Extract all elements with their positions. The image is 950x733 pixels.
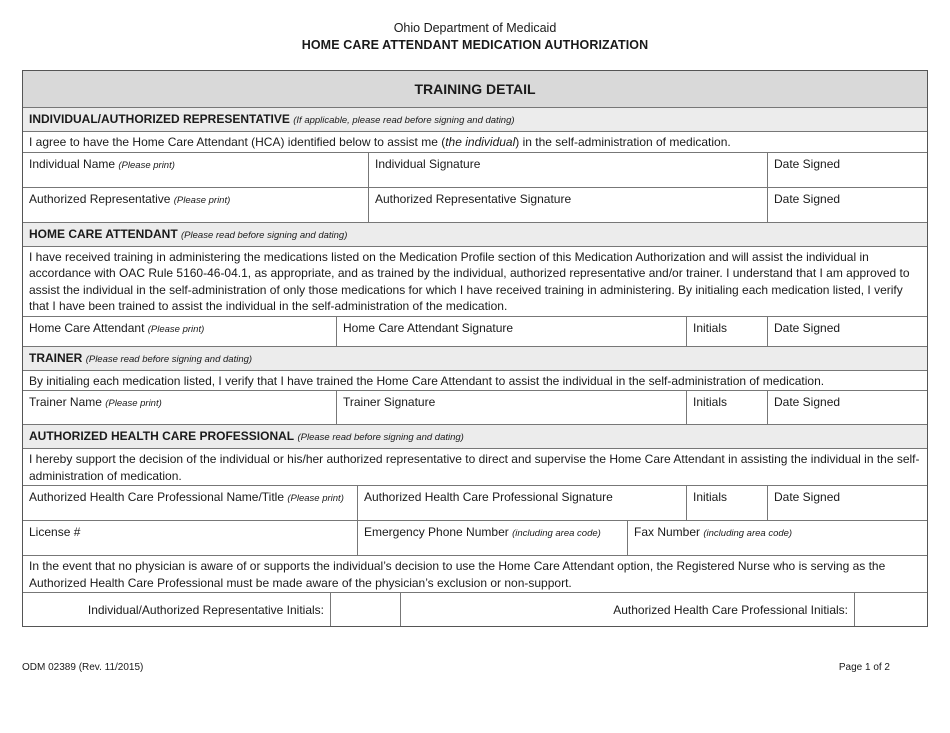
auth-rep-note: (Please print)	[173, 194, 231, 206]
fax-field[interactable]	[627, 521, 927, 555]
trainer-name-note: (Please print)	[105, 398, 162, 409]
hca-signature-label: Home Care Attendant Signature	[343, 320, 514, 335]
ahcp-date-signed-label: Date Signed	[774, 490, 841, 504]
hca-section-note: (Please read before signing and dating)	[181, 229, 348, 241]
trainer-section-heading: TRAINER	[29, 350, 83, 365]
trainer-date-signed-label: Date Signed	[774, 395, 841, 409]
individual-section-note: (If applicable, please read before signing and dating)	[293, 115, 515, 126]
ahcp-section-header	[23, 424, 927, 448]
ind-initials-input[interactable]	[330, 593, 400, 626]
auth-rep-signature-label: Authorized Representative Signature	[375, 191, 572, 206]
hca-section-heading: HOME CARE ATTENDANT	[29, 226, 178, 241]
emergency-phone-field[interactable]	[357, 521, 627, 555]
ahcp-signature-label: Authorized Health Care Professional Signature	[364, 490, 613, 504]
individual-section-header	[23, 107, 927, 131]
ahcp-initials-input[interactable]	[854, 593, 927, 626]
ahcp-date-signed-field[interactable]	[767, 486, 927, 520]
hca-signature-field[interactable]	[336, 317, 686, 346]
physician-note: In the event that no physician is aware of or supports the individual’s decision to use the Home Care Attendant option, the Registered Nurse who is serving as the Authorized Health Care Professional must be made aware of the physician’s exclusion or non-support.	[29, 559, 886, 590]
hca-date-signed-label: Date Signed	[774, 320, 841, 335]
individual-signature-row	[23, 152, 927, 187]
auth-rep-date-signed-label: Date Signed	[774, 191, 841, 206]
license-field[interactable]	[23, 521, 357, 555]
ahcp-name-field[interactable]	[23, 486, 357, 520]
ahcp-statement-row	[23, 448, 927, 485]
initials-row	[23, 592, 927, 626]
trainer-name-label: Trainer Name	[29, 395, 102, 409]
fax-note: (including area code)	[703, 528, 793, 539]
ahcp-name-note: (Please print)	[287, 493, 344, 504]
trainer-initials-label: Initials	[693, 395, 728, 409]
ahcp-initials-label: Authorized Health Care Professional Initials:	[613, 603, 848, 617]
training-detail-title: TRAINING DETAIL	[414, 81, 536, 97]
trainer-section-header	[23, 346, 927, 370]
training-detail-title-row	[23, 71, 927, 107]
hca-name-field[interactable]	[23, 317, 336, 346]
ind-initials-label: Individual/Authorized Representative Initials:	[87, 603, 324, 617]
physician-note-row	[23, 555, 927, 592]
ahcp-section-note: (Please read before signing and dating)	[297, 432, 464, 443]
individual-section-heading: INDIVIDUAL/AUTHORIZED REPRESENTATIVE	[29, 112, 290, 126]
trainer-signature-row	[23, 390, 927, 424]
individual-statement	[23, 132, 927, 152]
emergency-phone-note: (including area code)	[512, 528, 601, 539]
individual-statement-em: the individual	[445, 135, 516, 149]
trainer-section-note: (Please read before signing and dating)	[85, 353, 253, 365]
individual-name-note: (Please print)	[118, 159, 175, 171]
individual-statement-pre: I agree to have the Home Care Attendant (HCA) identified below to assist me (	[29, 135, 446, 149]
ahcp-signature-field[interactable]	[357, 486, 686, 520]
ahcp-signature-row	[23, 485, 927, 520]
ahcp-contact-row	[23, 520, 927, 555]
hca-statement-row	[23, 246, 927, 316]
individual-signature-label: Individual Signature	[375, 156, 481, 171]
ahcp-initials-label: Initials	[693, 490, 728, 504]
form-title: HOME CARE ATTENDANT MEDICATION AUTHORIZATION	[301, 38, 649, 52]
individual-statement-post: ) in the self-administration of medication.	[515, 135, 731, 149]
training-detail-form	[22, 70, 928, 627]
individual-date-signed-label: Date Signed	[774, 156, 841, 171]
auth-rep-date-signed-field[interactable]	[767, 188, 927, 222]
ind-initials-label-cell	[23, 593, 330, 626]
individual-statement-row	[23, 131, 927, 152]
hca-initials-field[interactable]	[686, 317, 767, 346]
hca-date-signed-field[interactable]	[767, 317, 927, 346]
hca-initials-label: Initials	[693, 320, 728, 335]
ahcp-section-heading: AUTHORIZED HEALTH CARE PROFESSIONAL	[29, 429, 295, 443]
ahcp-initials-field[interactable]	[686, 486, 767, 520]
individual-name-field[interactable]	[23, 153, 368, 187]
ahcp-initials-label-cell	[400, 593, 854, 626]
trainer-statement-row	[23, 370, 927, 391]
hca-name-note: (Please print)	[147, 323, 205, 335]
hca-statement: I have received training in administering the medications listed on the Medication Profile section of this Medication Authorization and will assist the individual in accordance with OAC Rule 5160-46-04.1, as appropriate, and as trained by the individual, authorized representative and/or trainer. I understand that I am approved to assist the individual in the self-administration of only those medications for which I have received training in administering. By initialing each medication listed, I verify that I have been trained to assist the individual in the self-administration of the medication.	[29, 249, 910, 313]
trainer-statement: By initialing each medication listed, I verify that I have trained the Home Care Attendant to assist the individual in the self-administration of medication.	[29, 373, 825, 388]
auth-rep-label: Authorized Representative	[29, 191, 171, 206]
trainer-signature-label: Trainer Signature	[343, 395, 436, 409]
individual-date-signed-field[interactable]	[767, 153, 927, 187]
form-number: ODM 02389 (Rev. 11/2015)	[22, 662, 144, 673]
trainer-date-signed-field[interactable]	[767, 391, 927, 424]
fax-label: Fax Number	[634, 525, 701, 539]
trainer-name-field[interactable]	[23, 391, 336, 424]
ahcp-name-label: Authorized Health Care Professional Name/Title	[29, 490, 285, 504]
individual-signature-field[interactable]	[368, 153, 767, 187]
auth-rep-signature-row	[23, 187, 927, 222]
page-number: Page 1 of 2	[838, 662, 890, 673]
hca-name-label: Home Care Attendant	[29, 320, 145, 335]
trainer-signature-field[interactable]	[336, 391, 686, 424]
emergency-phone-label: Emergency Phone Number	[364, 525, 509, 539]
hca-signature-row	[23, 316, 927, 346]
auth-rep-name-field[interactable]	[23, 188, 368, 222]
individual-name-label: Individual Name	[29, 156, 116, 171]
auth-rep-signature-field[interactable]	[368, 188, 767, 222]
license-label: License #	[29, 525, 81, 539]
trainer-initials-field[interactable]	[686, 391, 767, 424]
ahcp-statement: I hereby support the decision of the individual or his/her authorized representative to direct and supervise the Home Care Attendant in assisting the individual in the self-administration of medication.	[29, 452, 920, 483]
agency-name: Ohio Department of Medicaid	[393, 21, 557, 35]
hca-section-header	[23, 222, 927, 246]
